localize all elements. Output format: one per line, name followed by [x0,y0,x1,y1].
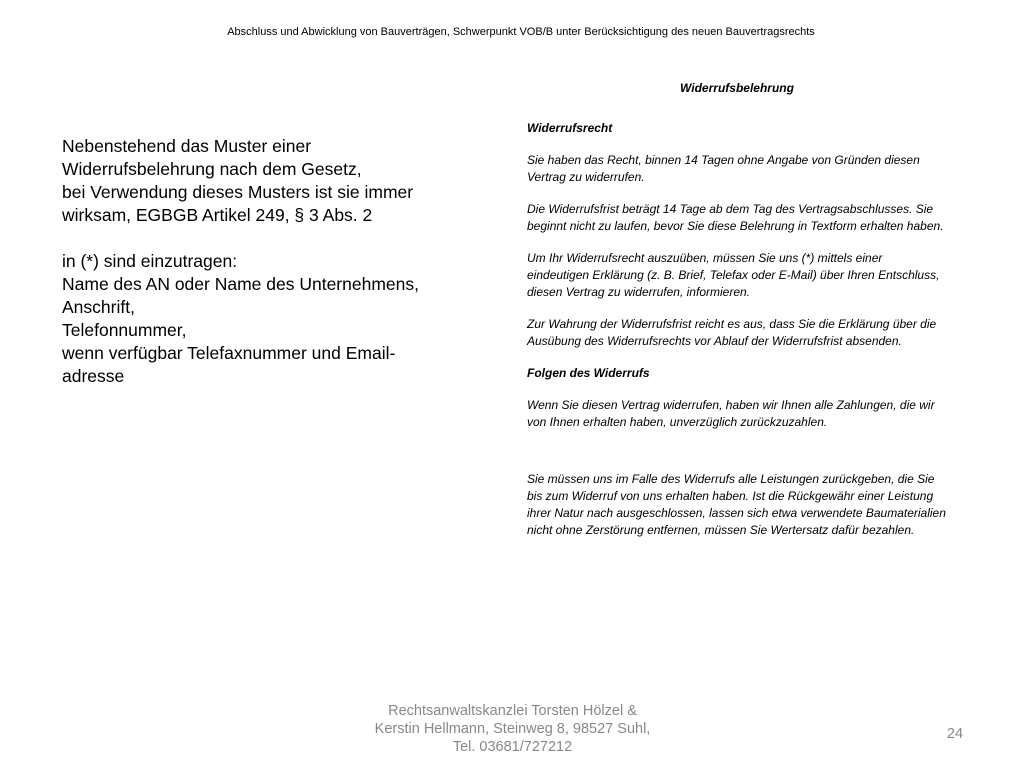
spacer [62,227,447,250]
page-number: 24 [946,726,964,742]
paragraph-4: Zur Wahrung der Widerrufsfrist reicht es aus, dass Sie die Erklärung über die Ausübung des Widerrufsrechts vor Ablauf der Widerrufsfrist absenden. [527,317,937,348]
paragraph-5: Wenn Sie diesen Vertrag widerrufen, haben wir Ihnen alle Zahlungen, die wir von Ihnen erhalten haben, unverzüglich zurückzuzahlen. [527,398,935,429]
footer-line: Kerstin Hellmann, Steinweg 8, 98527 Suhl, [374,721,651,737]
fill-line: adresse [62,366,125,386]
paragraph-1: Sie haben das Recht, binnen 14 Tagen ohne Angabe von Gründen diesen Vertrag zu widerrufen. [527,153,920,184]
paragraph-2: Die Widerrufsfrist beträgt 14 Tage ab dem Tag des Vertragsabschlusses. Sie beginnt nicht zu laufen, bevor Sie diese Belehrung in Textform erhalten haben. [527,202,944,233]
footer-address [350,702,675,756]
fill-line: Telefonnummer, [62,320,187,340]
widerruf-text-block [527,80,947,554]
slide-header: Abschluss und Abwicklung von Bauverträgen, Schwerpunkt VOB/B unter Berücksichtigung des neuen Bauvertragsrechts [227,26,815,38]
section-heading-widerrufsrecht: Widerrufsrecht [527,121,613,135]
section-heading-folgen: Folgen des Widerrufs [527,366,650,380]
paragraph-6: Sie müssen uns im Falle des Widerrufs alle Leistungen zurückgeben, die Sie bis zum Widerruf von uns erhalten haben. Ist die Rückgewähr einer Leistung ihrer Natur nach ausgeschlossen, lassen sich etwa verwendete Baumaterialien nicht ohne Zerstörung entfernen, müssen Sie Wertersatz dafür bezahlen. [527,472,946,537]
fill-line: Name des AN oder Name des Unternehmens, [62,274,419,294]
fill-line: Anschrift, [62,297,135,317]
intro-line: Widerrufsbelehrung nach dem Gesetz, [62,159,362,179]
footer-line: Tel. 03681/727212 [452,739,573,755]
fill-line: wenn verfügbar Telefaxnummer und Email- [62,343,396,363]
widerruf-title: Widerrufsbelehrung [680,81,794,95]
fill-line: in (*) sind einzutragen: [62,251,238,271]
footer-line: Rechtsanwaltskanzlei Torsten Hölzel & [388,703,637,719]
intro-line: bei Verwendung dieses Musters ist sie immer [62,182,414,202]
intro-text-block [62,135,447,388]
paragraph-3: Um Ihr Widerrufsrecht auszuüben, müssen Sie uns (*) mittels einer eindeutigen Erklärung (z. B. Brief, Telefax oder E-Mail) über Ihren Entschluss, diesen Vertrag zu widerrufen, informieren. [527,251,940,299]
intro-line: Nebenstehend das Muster einer [62,136,312,156]
intro-line: wirksam, EGBGB Artikel 249, § 3 Abs. 2 [62,205,373,225]
